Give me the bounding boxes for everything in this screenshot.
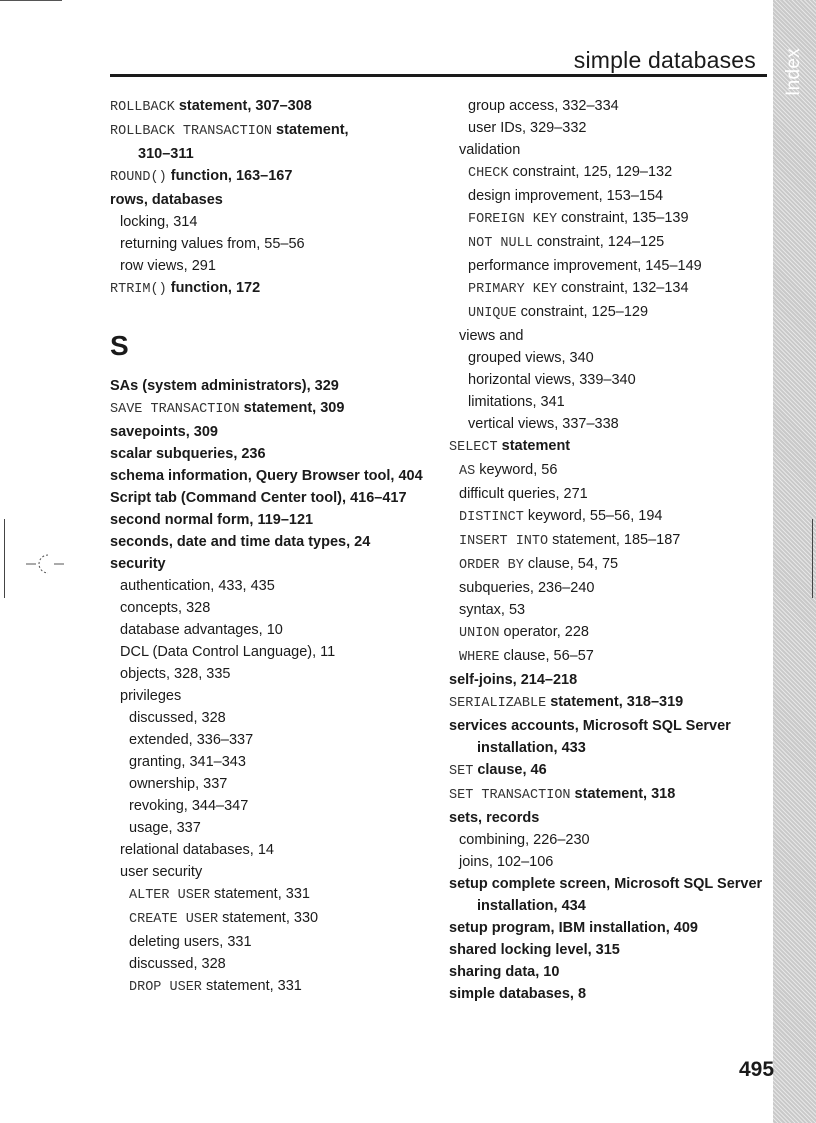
index-entry-code-term: NOT NULL xyxy=(468,236,533,251)
index-entry-text: security xyxy=(110,556,166,572)
index-entry xyxy=(110,465,440,487)
index-entry xyxy=(110,277,440,301)
index-column-right xyxy=(449,95,771,1005)
index-entry-code-term: PRIMARY KEY xyxy=(468,282,558,297)
index-entry xyxy=(110,931,440,953)
index-entry-text: setup complete screen, Microsoft SQL Server xyxy=(449,876,763,892)
index-entry-code-term: ALTER USER xyxy=(129,888,211,903)
index-entry-code-term: ROLLBACK TRANSACTION xyxy=(110,124,273,139)
index-entry-code-term: ORDER BY xyxy=(459,558,524,573)
index-entry xyxy=(110,255,440,277)
index-entry xyxy=(110,95,440,119)
index-entry-text: combining, 226–230 xyxy=(459,832,590,848)
index-entry-text: schema information, Query Browser tool, 404 xyxy=(110,468,423,484)
index-entry-text: validation xyxy=(459,142,521,158)
index-entry xyxy=(449,599,771,621)
index-entry-code-term: DROP USER xyxy=(129,980,202,995)
index-entry-code-term: CHECK xyxy=(468,166,509,181)
index-entry-code-term: ROUND() xyxy=(110,170,167,185)
index-entry xyxy=(449,277,771,301)
index-entry-text: deleting users, 331 xyxy=(129,934,252,950)
index-entry-text: installation, 433 xyxy=(477,740,586,756)
index-entry xyxy=(110,773,440,795)
crop-mark xyxy=(0,0,62,1)
index-entry xyxy=(449,459,771,483)
index-entry xyxy=(110,641,440,663)
index-entry xyxy=(449,95,771,117)
index-entry xyxy=(110,729,440,751)
index-entry-text: constraint, 132–134 xyxy=(557,280,689,296)
index-entry xyxy=(110,817,440,839)
index-entry-text: grouped views, 340 xyxy=(468,350,594,366)
index-entry-text: statement, 318 xyxy=(570,786,676,802)
index-entry xyxy=(110,907,440,931)
index-entry xyxy=(110,751,440,773)
index-entry-text: clause, 56–57 xyxy=(499,648,594,664)
index-entry-code-term: SAVE TRANSACTION xyxy=(110,402,240,417)
index-column-left xyxy=(110,95,440,999)
index-entry xyxy=(449,807,771,829)
section-letter-heading: S xyxy=(110,330,129,361)
index-entry xyxy=(449,873,771,895)
index-entry-text: difficult queries, 271 xyxy=(459,486,588,502)
index-entry xyxy=(449,939,771,961)
index-entry xyxy=(449,577,771,599)
index-entry xyxy=(449,185,771,207)
index-entry-code-term: DISTINCT xyxy=(459,510,524,525)
index-entry xyxy=(110,575,440,597)
index-entry-text: SAs (system administrators), 329 xyxy=(110,378,339,394)
index-entry xyxy=(110,397,440,421)
index-entry-text: views and xyxy=(459,328,524,344)
index-entry xyxy=(110,975,440,999)
index-entry-text: user IDs, 329–332 xyxy=(468,120,587,136)
index-entry xyxy=(449,759,771,783)
index-entry-text: Script tab (Command Center tool), 416–417 xyxy=(110,490,407,506)
index-side-tab xyxy=(773,0,816,1123)
index-entry xyxy=(110,211,440,233)
index-entry-text: subqueries, 236–240 xyxy=(459,580,595,596)
index-entry-text: constraint, 125–129 xyxy=(516,304,649,320)
index-entry-code-term: CREATE USER xyxy=(129,912,219,927)
index-entry xyxy=(449,435,771,459)
index-entry-text: shared locking level, 315 xyxy=(449,942,620,958)
index-entry xyxy=(110,707,440,729)
index-entry-text: usage, 337 xyxy=(129,820,201,836)
index-entry-text: limitations, 341 xyxy=(468,394,565,410)
index-entry-text: relational databases, 14 xyxy=(120,842,274,858)
index-entry-text: granting, 341–343 xyxy=(129,754,246,770)
index-entry xyxy=(110,531,440,553)
index-entry-text: keyword, 56 xyxy=(475,462,558,478)
index-entry xyxy=(449,483,771,505)
index-entry-text: operator, 228 xyxy=(499,624,590,640)
index-entry xyxy=(449,983,771,1005)
index-entry-text: design improvement, 153–154 xyxy=(468,188,664,204)
index-entry xyxy=(110,839,440,861)
index-entry-code-term: INSERT INTO xyxy=(459,534,549,549)
index-entry-text: sets, records xyxy=(449,810,540,826)
index-entry-text: row views, 291 xyxy=(120,258,216,274)
index-entry xyxy=(110,189,440,211)
index-entry xyxy=(110,375,440,397)
index-entry xyxy=(449,895,771,917)
index-entry-text: constraint, 124–125 xyxy=(532,234,665,250)
index-entry-text: syntax, 53 xyxy=(459,602,526,618)
index-entry xyxy=(110,883,440,907)
index-entry-text: 310–311 xyxy=(138,146,194,162)
index-entry xyxy=(449,391,771,413)
index-entry-code-term: FOREIGN KEY xyxy=(468,212,558,227)
index-tab-label xyxy=(777,42,811,102)
index-entry-text: second normal form, 119–121 xyxy=(110,512,314,528)
index-entry-text: performance improvement, 145–149 xyxy=(468,258,702,274)
index-entry-code-term: UNION xyxy=(459,626,500,641)
index-entry-text: clause, 54, 75 xyxy=(523,556,619,572)
index-entry xyxy=(449,829,771,851)
index-entry-code-term: SET TRANSACTION xyxy=(449,788,571,803)
index-entry-text: authentication, 433, 435 xyxy=(120,578,275,594)
index-entry-text: simple databases, 8 xyxy=(449,986,587,1002)
index-entry xyxy=(449,621,771,645)
index-entry-text: privileges xyxy=(120,688,182,704)
index-entry-text: statement, 330 xyxy=(218,910,319,926)
index-entry-text: clause, 46 xyxy=(473,762,547,778)
index-entry-text: seconds, date and time data types, 24 xyxy=(110,534,371,550)
index-entry xyxy=(449,715,771,737)
index-tab-text: Index xyxy=(783,48,805,96)
index-entry xyxy=(449,917,771,939)
index-entry xyxy=(110,553,440,575)
index-entry xyxy=(449,325,771,347)
index-entry xyxy=(449,961,771,983)
index-entry xyxy=(110,443,440,465)
index-entry xyxy=(449,347,771,369)
index-entry-text: statement, 185–187 xyxy=(548,532,681,548)
header-rule xyxy=(110,74,767,77)
index-entry xyxy=(110,795,440,817)
index-entry-text: discussed, 328 xyxy=(129,710,226,726)
index-entry-text: user security xyxy=(120,864,203,880)
index-entry xyxy=(110,685,440,707)
index-entry xyxy=(449,505,771,529)
index-entry-code-term: UNIQUE xyxy=(468,306,517,321)
index-entry-text: ownership, 337 xyxy=(129,776,228,792)
index-entry-text: horizontal views, 339–340 xyxy=(468,372,636,388)
index-entry-text: concepts, 328 xyxy=(120,600,211,616)
index-entry-code-term: SERIALIZABLE xyxy=(449,696,547,711)
index-entry-text: statement, 331 xyxy=(201,978,302,994)
index-entry-code-term: RTRIM() xyxy=(110,282,167,297)
index-entry xyxy=(110,509,440,531)
index-entry-text: statement, 309 xyxy=(239,400,345,416)
index-entry xyxy=(449,529,771,553)
index-entry-text: joins, 102–106 xyxy=(459,854,554,870)
index-entry-text: keyword, 55–56, 194 xyxy=(523,508,663,524)
index-entry-text: rows, databases xyxy=(110,192,223,208)
index-entry-code-term: SELECT xyxy=(449,440,498,455)
index-entry xyxy=(449,301,771,325)
index-entry-text: statement, xyxy=(272,122,349,138)
registration-line-right xyxy=(812,519,813,598)
index-entry-text: savepoints, 309 xyxy=(110,424,218,440)
registration-line-left xyxy=(4,519,5,598)
index-entry-code-term: WHERE xyxy=(459,650,500,665)
index-entry xyxy=(449,161,771,185)
index-entry-code-term: SET xyxy=(449,764,474,779)
index-entry-text: statement, 307–308 xyxy=(174,98,312,114)
index-entry xyxy=(449,691,771,715)
index-entry xyxy=(449,207,771,231)
index-entry xyxy=(449,737,771,759)
index-entry xyxy=(449,139,771,161)
index-entry-text: services accounts, Microsoft SQL Server xyxy=(449,718,731,734)
index-entry xyxy=(449,369,771,391)
index-entry xyxy=(449,669,771,691)
index-entry xyxy=(449,255,771,277)
index-entry xyxy=(449,851,771,873)
index-entry xyxy=(110,119,440,143)
index-entry xyxy=(110,165,440,189)
index-entry xyxy=(110,619,440,641)
index-entry xyxy=(449,553,771,577)
index-entry-text: locking, 314 xyxy=(120,214,198,230)
index-entry-text: statement, 318–319 xyxy=(546,694,684,710)
index-entry xyxy=(110,861,440,883)
index-entry-text: constraint, 125, 129–132 xyxy=(508,164,673,180)
index-entry xyxy=(110,953,440,975)
index-entry xyxy=(110,143,440,165)
index-entry-text: function, 163–167 xyxy=(166,168,293,184)
index-entry-text: vertical views, 337–338 xyxy=(468,416,619,432)
running-header-title: simple databases xyxy=(573,47,756,73)
index-entry xyxy=(110,421,440,443)
page-number: 495 xyxy=(739,1058,775,1081)
index-entry-text: extended, 336–337 xyxy=(129,732,254,748)
index-entry-text: self-joins, 214–218 xyxy=(449,672,578,688)
index-entry-text: statement, 331 xyxy=(210,886,310,902)
index-entry-code-term: AS xyxy=(459,464,476,479)
index-entry-text: installation, 434 xyxy=(477,898,586,914)
index-entry-text: group access, 332–334 xyxy=(468,98,619,114)
index-entry xyxy=(449,645,771,669)
index-entry-text: scalar subqueries, 236 xyxy=(110,446,266,462)
index-entry xyxy=(110,487,440,509)
index-entry xyxy=(449,783,771,807)
index-entry-code-term: ROLLBACK xyxy=(110,100,175,115)
registration-mark-icon xyxy=(26,551,66,575)
index-entry xyxy=(449,413,771,435)
index-entry-text: returning values from, 55–56 xyxy=(120,236,305,252)
index-entry-text: statement xyxy=(497,438,571,454)
index-entry xyxy=(110,663,440,685)
index-entry-text: discussed, 328 xyxy=(129,956,226,972)
index-entry-text: function, 172 xyxy=(166,280,261,296)
index-entry-text: constraint, 135–139 xyxy=(557,210,689,226)
index-entry-text: setup program, IBM installation, 409 xyxy=(449,920,698,936)
index-entry xyxy=(110,597,440,619)
index-entry-text: objects, 328, 335 xyxy=(120,666,231,682)
index-entry xyxy=(110,233,440,255)
index-entry-text: DCL (Data Control Language), 11 xyxy=(120,644,336,660)
index-entry-text: sharing data, 10 xyxy=(449,964,560,980)
index-entry-text: revoking, 344–347 xyxy=(129,798,249,814)
index-entry-text: database advantages, 10 xyxy=(120,622,283,638)
index-entry xyxy=(449,117,771,139)
index-entry xyxy=(449,231,771,255)
